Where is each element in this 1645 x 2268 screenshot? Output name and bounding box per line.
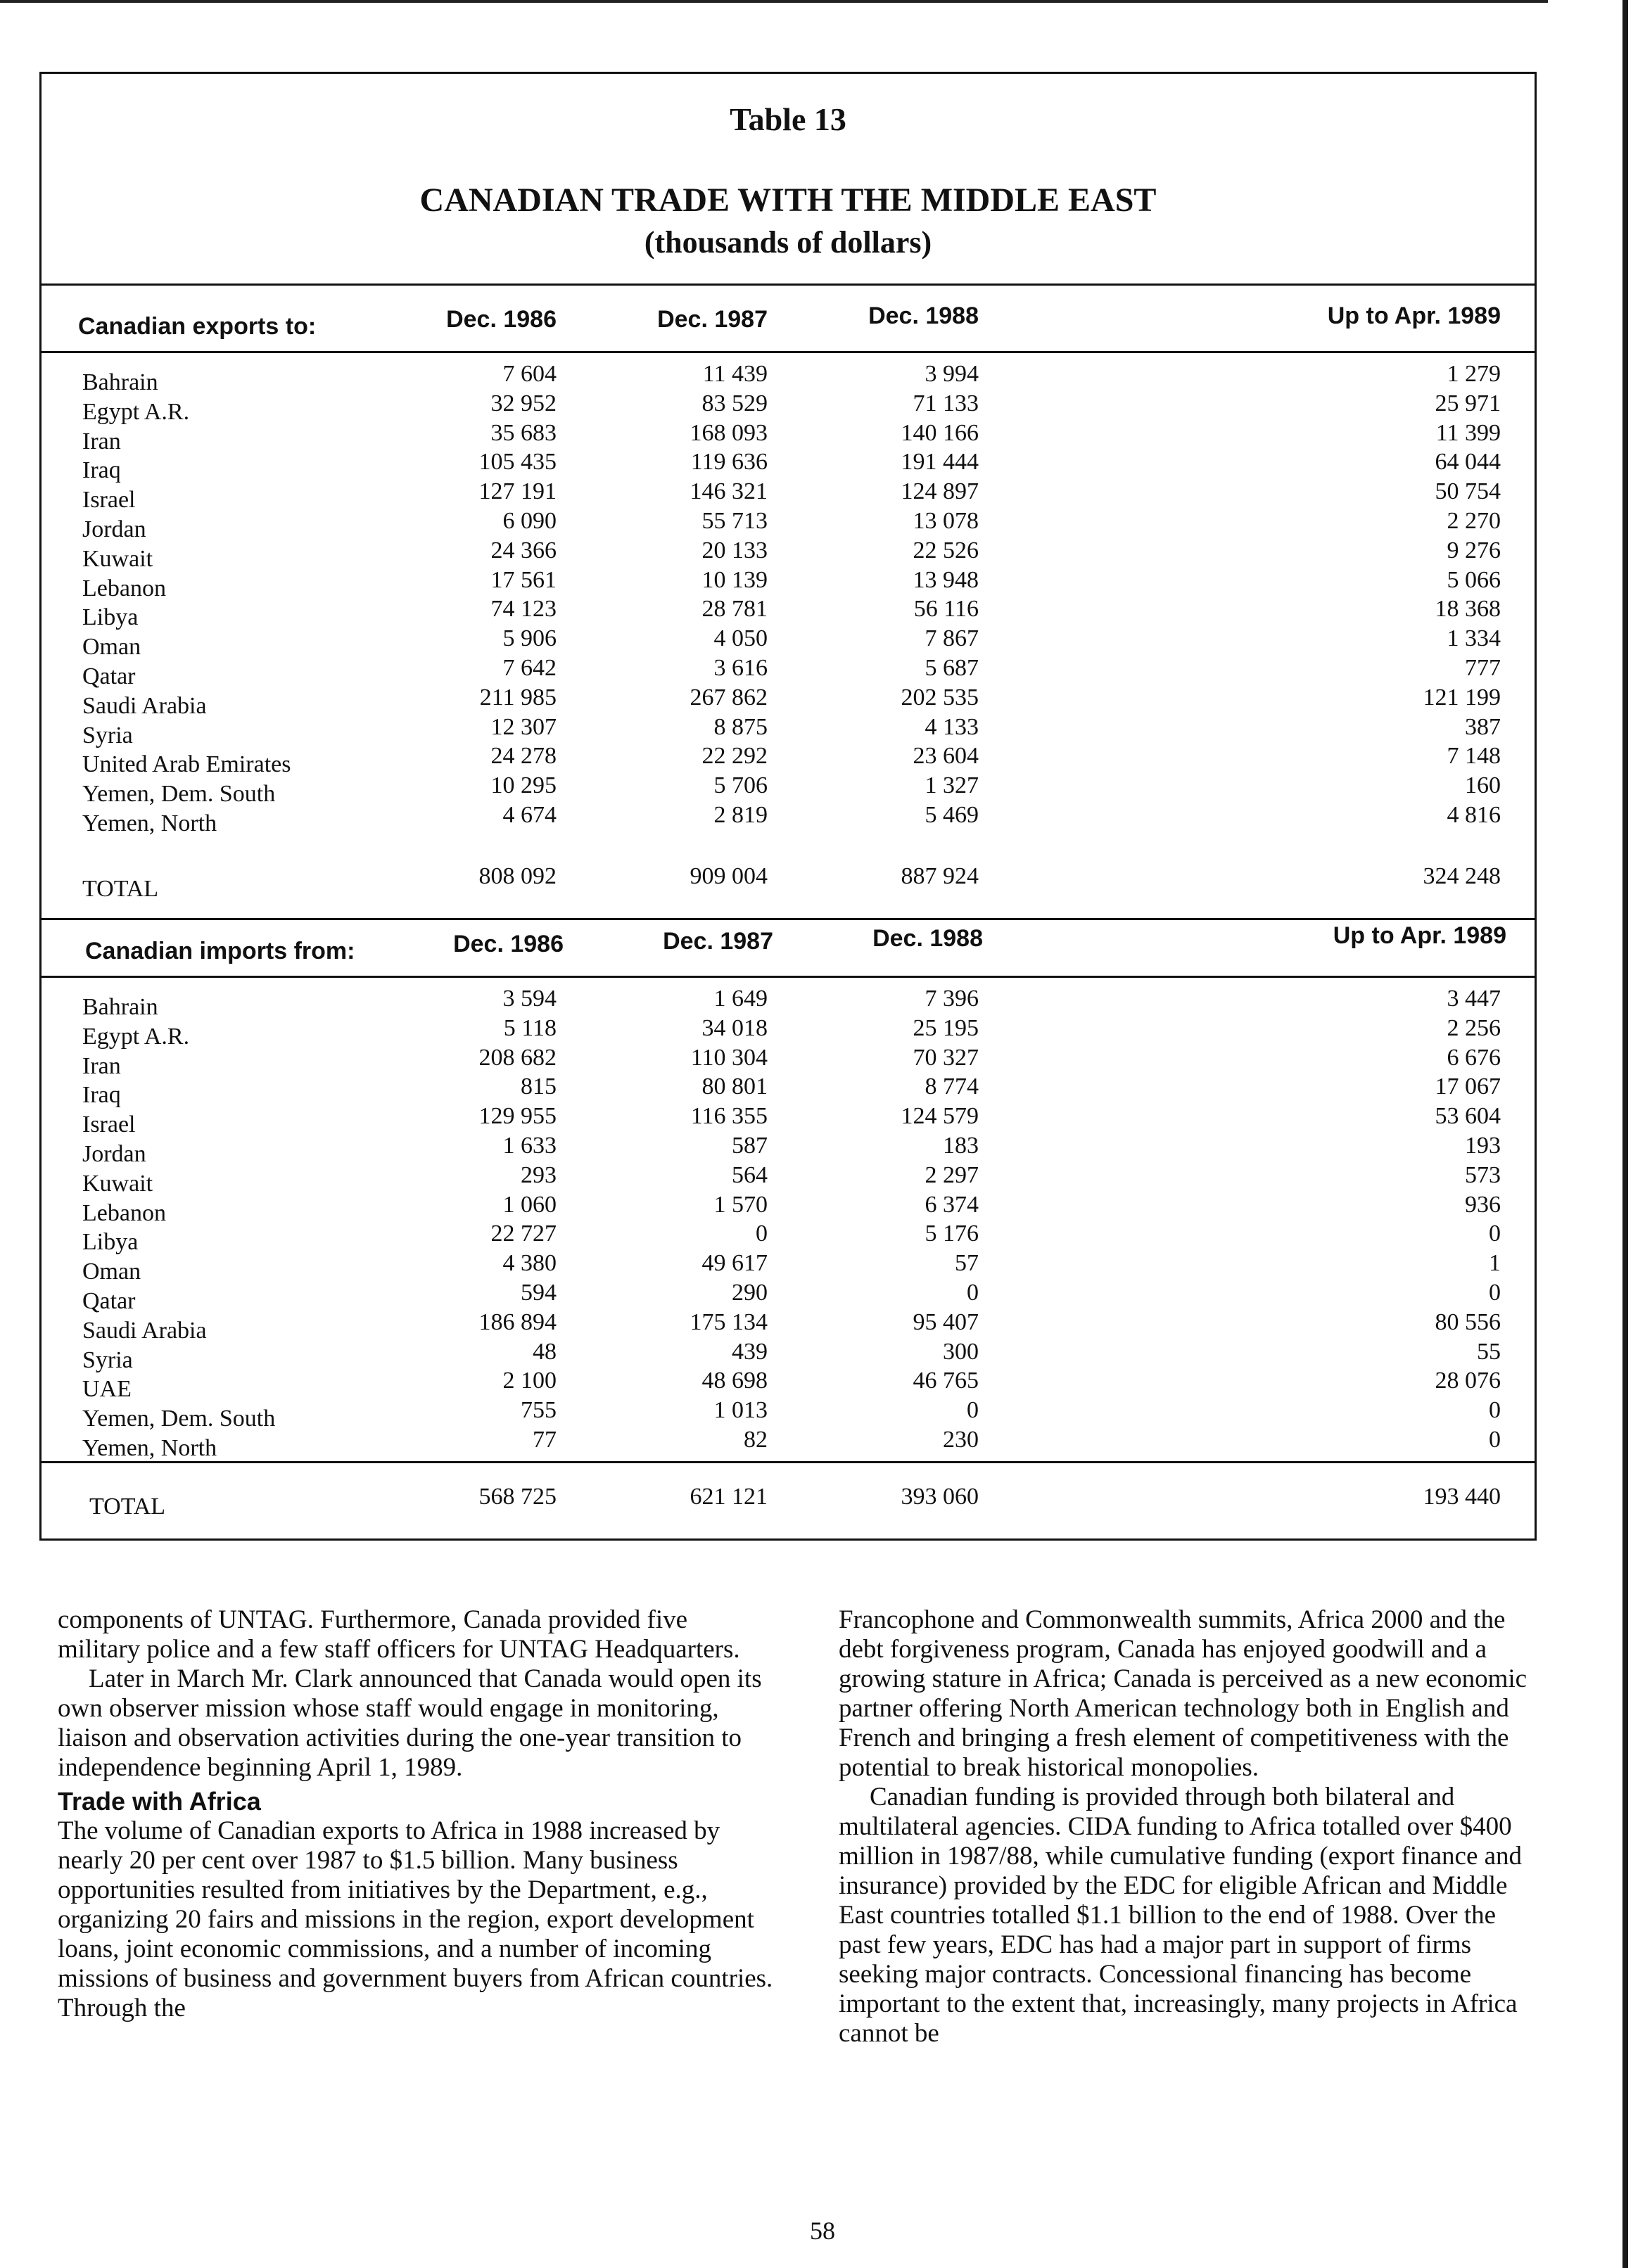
- imports-value: 124 579: [901, 1103, 979, 1130]
- exports-total-value: 909 004: [690, 863, 768, 889]
- imports-value: 1: [1489, 1250, 1501, 1277]
- exports-value: 17 561: [490, 566, 557, 593]
- exports-value: 4 674: [502, 802, 557, 828]
- exports-value: 105 435: [478, 449, 557, 476]
- exports-value: 168 093: [690, 419, 768, 446]
- exports-value: 6 090: [502, 508, 557, 534]
- imports-value: 439: [732, 1338, 768, 1365]
- exports-row: [42, 478, 1535, 514]
- imports-value: 8 774: [925, 1074, 979, 1100]
- imports-row: [42, 1427, 1535, 1461]
- exports-value: 22 526: [913, 537, 979, 563]
- imports-row: [42, 1368, 1535, 1403]
- exports-value: 9 276: [1447, 537, 1501, 563]
- exports-row: [42, 743, 1535, 778]
- exports-value: 7 148: [1447, 743, 1501, 770]
- imports-value: 17 067: [1435, 1074, 1501, 1100]
- exports-value: 11 399: [1435, 419, 1501, 446]
- exports-value: 10 139: [701, 566, 768, 593]
- imports-country: Yemen, North: [82, 1435, 217, 1461]
- imports-value: 49 617: [701, 1250, 768, 1277]
- exports-total-value: 887 924: [901, 863, 979, 889]
- imports-value: 129 955: [478, 1103, 557, 1130]
- exports-value: 35 683: [490, 419, 557, 446]
- exports-value: 127 191: [478, 478, 557, 505]
- imports-value: 80 556: [1435, 1308, 1501, 1335]
- imports-value: 7 396: [925, 986, 979, 1012]
- col-head-imports-1988: Dec. 1988: [872, 925, 983, 952]
- exports-row: [42, 802, 1535, 836]
- left-paragraph-1: components of UNTAG. Furthermore, Canada provided five military police and a few staff officers for UNTAG Headquarters.: [58, 1605, 740, 1664]
- exports-row: [42, 361, 1535, 395]
- imports-value: 1 060: [502, 1191, 557, 1218]
- imports-row: [42, 1044, 1535, 1079]
- exports-country: Yemen, Dem. South: [82, 781, 276, 808]
- imports-value: 564: [732, 1161, 768, 1188]
- left-paragraph-3: The volume of Canadian exports to Africa in 1988 increased by nearly 20 per cent over 1987 to $1.5 billion. Many business opportunities resulted from initiatives by the Department, e.g., organizing 20 fairs and missions in the region, export development loans, joint economic commissions, and a number of incoming missions of business and government buyers from African countries. Through the: [58, 1816, 773, 2022]
- imports-row: [42, 986, 1535, 1020]
- exports-value: 13 948: [913, 566, 979, 593]
- exports-value: 50 754: [1435, 478, 1501, 505]
- exports-value: 71 133: [913, 390, 979, 416]
- exports-value: 211 985: [479, 684, 557, 711]
- imports-country: Lebanon: [82, 1199, 166, 1226]
- imports-value: 1 013: [713, 1397, 768, 1424]
- exports-row: [42, 419, 1535, 454]
- exports-value: 202 535: [901, 684, 979, 711]
- imports-row: [42, 1074, 1535, 1109]
- exports-country: Qatar: [82, 663, 136, 689]
- exports-row: [42, 713, 1535, 748]
- exports-value: 5 706: [713, 772, 768, 799]
- col-head-exports-1987: Dec. 1987: [657, 306, 768, 333]
- exports-value: 119 636: [690, 449, 768, 476]
- imports-country: Jordan: [82, 1141, 146, 1167]
- imports-value: 110 304: [690, 1044, 768, 1071]
- exports-value: 387: [1465, 713, 1501, 740]
- exports-value: 12 307: [490, 713, 557, 740]
- imports-value: 5 118: [503, 1014, 557, 1041]
- exports-value: 124 897: [901, 478, 979, 505]
- imports-value: 57: [955, 1250, 979, 1277]
- page-binding-edge: [1622, 0, 1628, 2268]
- exports-value: 2 270: [1447, 508, 1501, 534]
- imports-country: Syria: [82, 1346, 133, 1373]
- imports-country: Kuwait: [82, 1170, 153, 1197]
- exports-row: [42, 655, 1535, 689]
- imports-value: 293: [521, 1161, 557, 1188]
- imports-value: 77: [533, 1427, 557, 1453]
- exports-country: Syria: [82, 722, 133, 748]
- imports-value: 34 018: [701, 1014, 768, 1041]
- imports-row: [42, 1133, 1535, 1167]
- exports-value: 23 604: [913, 743, 979, 770]
- imports-value: 3 594: [502, 986, 557, 1012]
- imports-row: [42, 1161, 1535, 1197]
- exports-country: Jordan: [82, 516, 146, 542]
- left-paragraph-2: Later in March Mr. Clark announced that Canada would open its own observer mission whose staff would engage in monitoring, liaison and observation activities during the one-year transition to independence beginning April 1, 1989.: [58, 1664, 762, 1782]
- exports-total-value: 324 248: [1423, 863, 1501, 889]
- exports-value: 28 781: [701, 596, 768, 623]
- exports-country: Iraq: [82, 457, 121, 484]
- imports-value: 208 682: [478, 1044, 557, 1071]
- exports-country: Egypt A.R.: [82, 398, 190, 425]
- imports-value: 22 727: [490, 1221, 557, 1247]
- imports-row: [42, 1250, 1535, 1285]
- exports-total-value: 808 092: [478, 863, 557, 889]
- exports-value: 191 444: [901, 449, 979, 476]
- imports-value: 300: [943, 1338, 979, 1365]
- imports-value: 2 297: [925, 1161, 979, 1188]
- exports-value: 55 713: [701, 508, 768, 534]
- imports-country: Libya: [82, 1229, 139, 1256]
- imports-value: 594: [521, 1280, 557, 1306]
- exports-value: 140 166: [901, 419, 979, 446]
- imports-value: 55: [1477, 1338, 1501, 1365]
- imports-value: 116 355: [690, 1103, 768, 1130]
- col-head-imports-1986: Dec. 1986: [453, 931, 564, 957]
- imports-total-label: TOTAL: [89, 1493, 166, 1520]
- exports-value: 25 971: [1435, 390, 1501, 416]
- imports-value: 1 649: [713, 986, 768, 1012]
- exports-value: 20 133: [701, 537, 768, 563]
- table-subtitle: (thousands of dollars): [644, 225, 932, 260]
- exports-value: 24 278: [490, 743, 557, 770]
- exports-total-label: TOTAL: [82, 876, 159, 902]
- exports-country: Saudi Arabia: [82, 692, 207, 719]
- imports-row: [42, 1103, 1535, 1138]
- exports-value: 5 687: [925, 655, 979, 681]
- exports-value: 3 616: [713, 655, 768, 681]
- imports-value: 573: [1465, 1161, 1501, 1188]
- header-rule-exports-top: [42, 284, 1535, 286]
- imports-value: 3 447: [1447, 986, 1501, 1012]
- exports-row: [42, 449, 1535, 484]
- exports-value: 5 066: [1447, 566, 1501, 593]
- header-rule-exports-bottom: [42, 351, 1535, 353]
- exports-row: [42, 537, 1535, 572]
- imports-country: Iran: [82, 1052, 121, 1079]
- imports-total-value: 621 121: [690, 1484, 768, 1510]
- imports-value: 80 801: [701, 1074, 768, 1100]
- exports-value: 11 439: [702, 361, 768, 387]
- imports-country: Iraq: [82, 1082, 121, 1109]
- imports-value: 587: [732, 1133, 768, 1159]
- exports-value: 18 368: [1435, 596, 1501, 623]
- exports-row: [42, 625, 1535, 661]
- exports-country: Iran: [82, 428, 121, 454]
- exports-value: 777: [1465, 655, 1501, 681]
- exports-value: 7 867: [925, 625, 979, 652]
- right-paragraph-1: Francophone and Commonwealth summits, Africa 2000 and the debt forgiveness program, Canada has enjoyed goodwill and a growing stature in Africa; Canada is perceived as a new economic partner offering North American technology both in English and French and bringing a fresh element of competitiveness with the potential to break historical monopolies.: [839, 1605, 1528, 1782]
- col-head-imports-1987: Dec. 1987: [663, 928, 773, 955]
- imports-total-value: 568 725: [478, 1484, 557, 1510]
- exports-value: 22 292: [701, 743, 768, 770]
- imports-row: [42, 1397, 1535, 1432]
- header-rule-imports-top: [42, 918, 1535, 920]
- imports-value: 2 100: [502, 1368, 557, 1394]
- imports-value: 755: [521, 1397, 557, 1424]
- header-rule-imports-bottom: [42, 976, 1535, 978]
- imports-value: 5 176: [925, 1221, 979, 1247]
- exports-value: 32 952: [490, 390, 557, 416]
- imports-value: 193: [1465, 1133, 1501, 1159]
- exports-value: 4 816: [1447, 802, 1501, 828]
- imports-value: 6 374: [925, 1191, 979, 1218]
- imports-value: 0: [1489, 1280, 1501, 1306]
- body-column-left: [58, 1605, 775, 2023]
- imports-value: 0: [1489, 1397, 1501, 1424]
- exports-country: Lebanon: [82, 575, 166, 601]
- exports-value: 10 295: [490, 772, 557, 799]
- imports-value: 0: [1489, 1221, 1501, 1247]
- exports-country: Libya: [82, 604, 139, 631]
- exports-country: Oman: [82, 634, 141, 661]
- imports-value: 70 327: [913, 1044, 979, 1071]
- col-head-exports-1986: Dec. 1986: [446, 306, 557, 333]
- imports-value: 1 633: [502, 1133, 557, 1159]
- col-head-imports-apr1989: Up to Apr. 1989: [1333, 922, 1506, 949]
- exports-value: 121 199: [1423, 684, 1501, 711]
- section-heading-trade-africa: Trade with Africa: [58, 1787, 261, 1816]
- imports-value: 936: [1465, 1191, 1501, 1218]
- exports-value: 8 875: [713, 713, 768, 740]
- imports-value: 6 676: [1447, 1044, 1501, 1071]
- imports-section-label: Canadian imports from:: [85, 938, 355, 964]
- exports-value: 13 078: [913, 508, 979, 534]
- exports-row: [42, 772, 1535, 808]
- exports-value: 24 366: [490, 537, 557, 563]
- imports-value: 82: [744, 1427, 768, 1453]
- exports-value: 146 321: [690, 478, 768, 505]
- exports-country: Yemen, North: [82, 810, 217, 836]
- exports-row: [42, 390, 1535, 425]
- imports-country: Yemen, Dem. South: [82, 1406, 276, 1432]
- imports-value: 95 407: [913, 1308, 979, 1335]
- exports-country: United Arab Emirates: [82, 751, 291, 778]
- imports-country: Oman: [82, 1259, 141, 1285]
- exports-value: 3 994: [925, 361, 979, 387]
- exports-row: [42, 684, 1535, 719]
- table-title: CANADIAN TRADE WITH THE MIDDLE EAST: [419, 181, 1157, 219]
- imports-country: Bahrain: [82, 994, 158, 1020]
- imports-value: 48: [533, 1338, 557, 1365]
- exports-value: 7 642: [502, 655, 557, 681]
- exports-row: [42, 508, 1535, 542]
- imports-value: 0: [756, 1221, 768, 1247]
- body-column-right: [839, 1605, 1542, 2049]
- imports-value: 0: [967, 1280, 979, 1306]
- exports-value: 1 334: [1447, 625, 1501, 652]
- imports-country: Saudi Arabia: [82, 1317, 207, 1344]
- imports-value: 175 134: [690, 1308, 768, 1335]
- exports-section-label: Canadian exports to:: [78, 313, 317, 340]
- imports-country: Egypt A.R.: [82, 1023, 190, 1050]
- imports-row: [42, 1014, 1535, 1050]
- exports-country: Bahrain: [82, 369, 158, 395]
- exports-value: 5 469: [925, 802, 979, 828]
- exports-country: Kuwait: [82, 545, 153, 572]
- imports-row: [42, 1338, 1535, 1373]
- imports-value: 46 765: [913, 1368, 979, 1394]
- imports-value: 290: [732, 1280, 768, 1306]
- exports-value: 56 116: [913, 596, 979, 623]
- imports-value: 2 256: [1447, 1014, 1501, 1041]
- imports-country: UAE: [82, 1376, 132, 1403]
- imports-value: 0: [1489, 1427, 1501, 1453]
- exports-value: 267 862: [690, 684, 768, 711]
- imports-value: 230: [943, 1427, 979, 1453]
- exports-value: 83 529: [701, 390, 768, 416]
- imports-total-value: 193 440: [1423, 1484, 1501, 1510]
- imports-value: 0: [967, 1397, 979, 1424]
- col-head-exports-apr1989: Up to Apr. 1989: [1327, 302, 1501, 329]
- exports-row: [42, 566, 1535, 601]
- imports-row: [42, 1280, 1535, 1314]
- exports-value: 4 133: [925, 713, 979, 740]
- imports-country: Qatar: [82, 1288, 136, 1314]
- imports-value: 4 380: [502, 1250, 557, 1277]
- exports-row: [42, 596, 1535, 631]
- imports-total-value: 393 060: [901, 1484, 979, 1510]
- imports-value: 53 604: [1435, 1103, 1501, 1130]
- page-number: 58: [810, 2217, 835, 2245]
- exports-value: 64 044: [1435, 449, 1501, 476]
- imports-value: 25 195: [913, 1014, 979, 1041]
- imports-value: 186 894: [478, 1308, 557, 1335]
- exports-value: 4 050: [713, 625, 768, 652]
- top-rule: [0, 0, 1548, 3]
- imports-value: 183: [943, 1133, 979, 1159]
- imports-value: 28 076: [1435, 1368, 1501, 1394]
- exports-value: 1 327: [925, 772, 979, 799]
- exports-country: Israel: [82, 487, 136, 514]
- imports-row: [42, 1191, 1535, 1226]
- exports-value: 74 123: [490, 596, 557, 623]
- exports-value: 7 604: [502, 361, 557, 387]
- exports-value: 2 819: [713, 802, 768, 828]
- imports-total-rule: [42, 1461, 1535, 1463]
- imports-row: [42, 1221, 1535, 1256]
- table-number: Table 13: [730, 101, 846, 137]
- exports-value: 160: [1465, 772, 1501, 799]
- imports-value: 1 570: [713, 1191, 768, 1218]
- col-head-exports-1988: Dec. 1988: [868, 302, 979, 329]
- exports-value: 1 279: [1447, 361, 1501, 387]
- imports-value: 48 698: [701, 1368, 768, 1394]
- trade-table: [39, 72, 1537, 1541]
- imports-row: [42, 1308, 1535, 1344]
- imports-country: Israel: [82, 1111, 136, 1138]
- imports-value: 815: [521, 1074, 557, 1100]
- exports-value: 5 906: [502, 625, 557, 652]
- right-paragraph-2: Canadian funding is provided through both bilateral and multilateral agencies. CIDA funding to Africa totalled over $400 million in 1987/88, while cumulative funding (export finance and insurance) provided by the EDC for eligible African and Middle East countries totalled $1.1 billion to the end of 1988. Over the past few years, EDC has had a major part in support of firms seeking major contracts. Concessional financing has become important to the extent that, increasingly, many projects in Africa cannot be: [839, 1783, 1523, 2048]
